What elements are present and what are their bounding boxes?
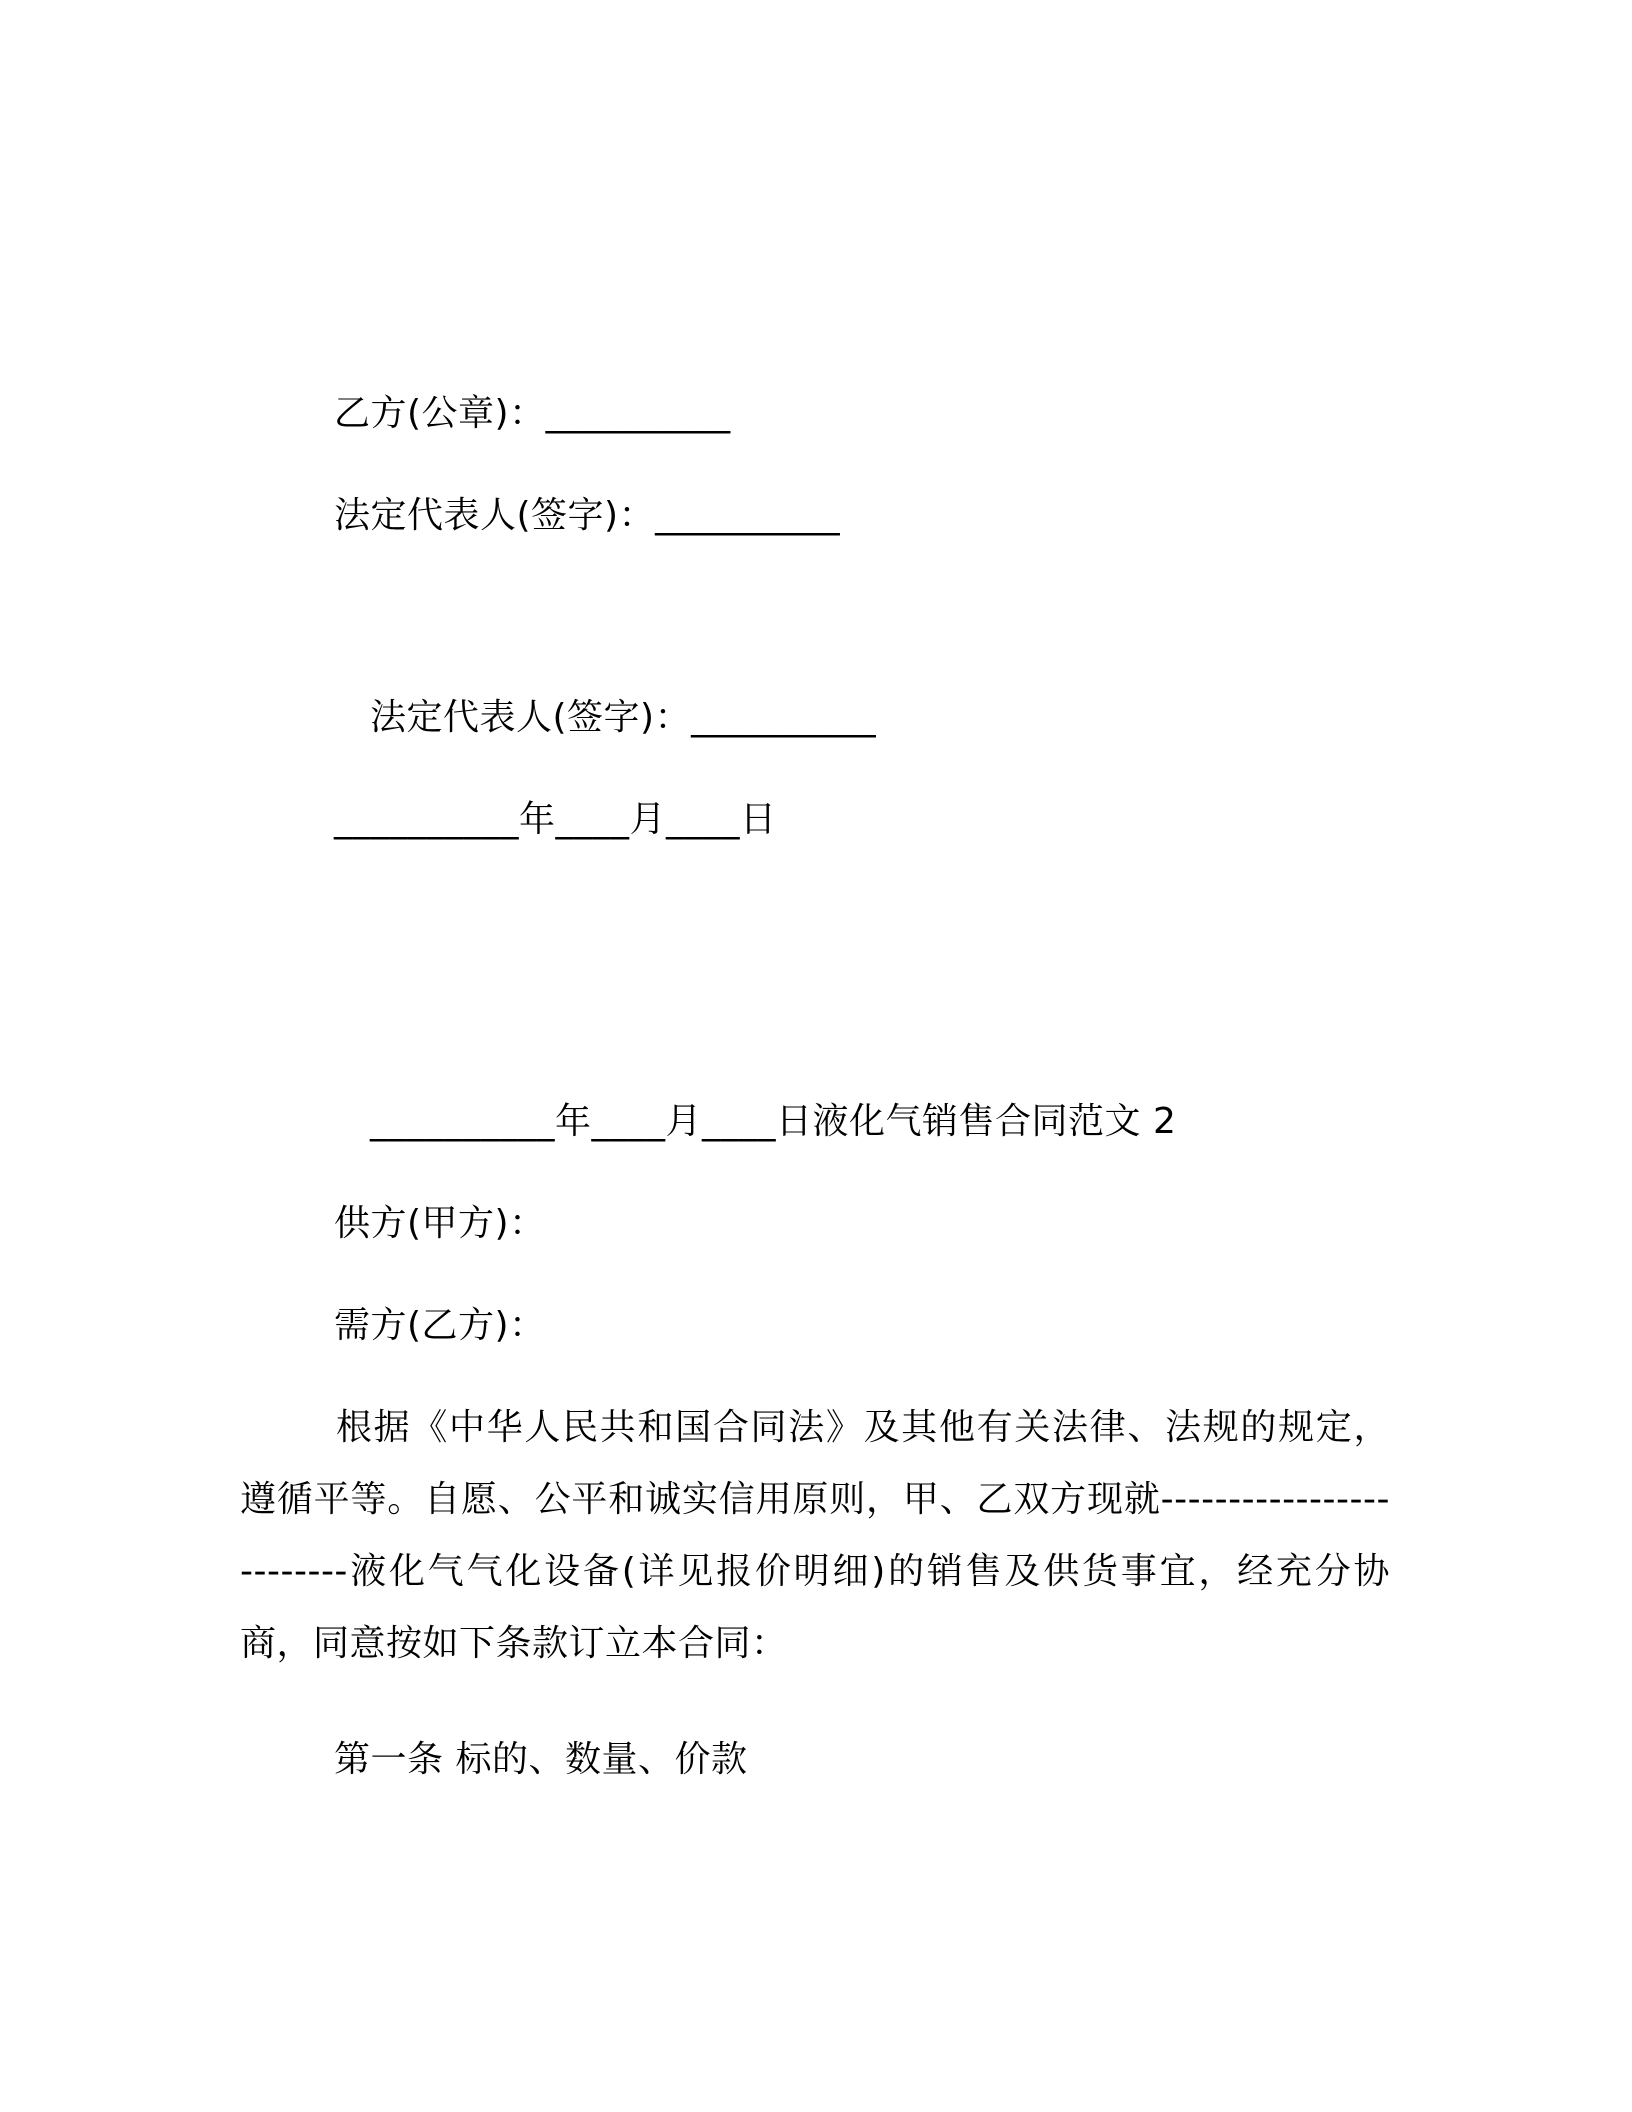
article-1-heading: 第一条 标的、数量、价款 bbox=[334, 1739, 748, 1780]
contract-preamble-paragraph: 根据《中华人民共和国合同法》及其他有关法律、法规的规定，遵循平等。自愿、公平和诚实信用原则，甲、乙双方现就-------------------------液化气气化设备(详见报价明细)的销售及供货事宜，经充分协商，同意按如下条款订立本合同： bbox=[240, 1407, 1390, 1664]
buyer-line: 需方(乙方)： bbox=[334, 1305, 546, 1346]
legal-representative-line-2: 法定代表人(签字)：__________ bbox=[370, 697, 877, 738]
date-line: __________年____月____日 bbox=[334, 799, 777, 840]
date-title-line: __________年____月____日液化气销售合同范文 2 bbox=[370, 1101, 1177, 1142]
legal-representative-line: 法定代表人(签字)：__________ bbox=[334, 495, 841, 536]
supplier-line: 供方(甲方)： bbox=[334, 1203, 546, 1244]
party-b-seal-line: 乙方(公章)：__________ bbox=[334, 393, 731, 434]
